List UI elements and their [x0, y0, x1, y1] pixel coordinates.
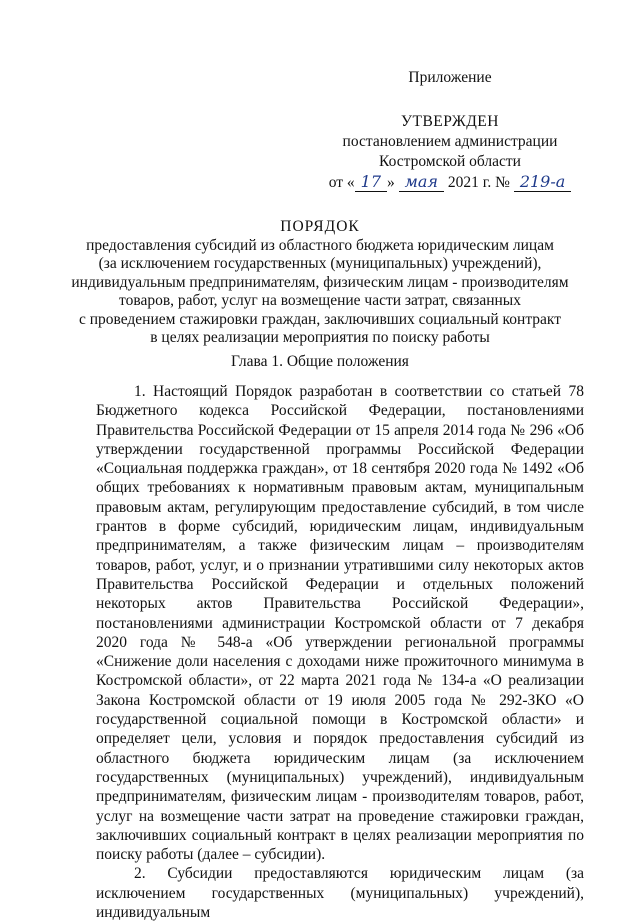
chapter-heading: Глава 1. Общие положения — [231, 353, 409, 370]
approval-date-line — [300, 172, 600, 193]
body-text — [96, 382, 584, 922]
approved-by-line-1: постановлением администрации — [342, 133, 558, 150]
document-title-block — [40, 218, 600, 348]
date-mid: » — [387, 174, 395, 191]
paragraph-1: 1. Настоящий Порядок разработан в соответствии со статьей 78 Бюджетного кодекса Российской Федерации, постановлениями Правительства Российской Федерации от 15 апреля 2014 года № 296 «Об утверждении государственной программы Российской Федерации «Социальная поддержка граждан», от 18 сентября 2020 года № 1492 «Об общих требованиях к нормативным правовым актам, муниципальным правовым актам, регулирующим предоставление субсидий, в том числе грантов в форме субсидий, юридическим лицам, индивидуальным предпринимателям, а также физическим лицам – производителям товаров, работ, услуг, и о признании утратившими силу некоторых актов Правительства Российской Федерации и отдельных положений некоторых актов Правительства Российской Федерации», постановлениями администрации Костромской области от 7 декабря 2020 года № 548-а «Об утверждении региональной программы «Снижение доли населения с доходами ниже прожиточного минимума в Костромской области», от 22 марта 2021 года № 134-а «О реализации Закона Костромской области от 19 июля 2005 года № 292-ЗКО «О государственной социальной помощи в Костромской области» и определяет цели, условия и порядок предоставления субсидий из областного бюджета юридическим лицам (за исключением государственных (муниципальных) учреждений), индивидуальным предпринимателям, физическим лицам - производителям товаров, работ, услуг на возмещение части затрат на проведение стажировки граждан, заключивших социальный контракт в целях реализации мероприятия по поиску работы (далее – субсидии). — [96, 383, 584, 864]
title-line-2: (за исключением государственных (муниципальных) учреждений), — [98, 255, 542, 272]
approved-by-line-2: Костромской области — [379, 153, 521, 170]
appendix-label: Приложение — [408, 69, 492, 86]
title-line-5: с проведением стажировки граждан, заключивших социальный контракт — [78, 310, 562, 328]
title-line-4: товаров, работ, услуг на возмещение части затрат, связанных — [119, 292, 521, 309]
date-year: 2021 г. № — [447, 174, 510, 191]
title-line-3: индивидуальным предпринимателям, физическим лицам - производителям — [71, 273, 569, 291]
title-line-1: предоставления субсидий из областного бюджета юридическим лицам — [86, 236, 554, 254]
approved-label: УТВЕРЖДЕН — [401, 113, 499, 130]
date-prefix: от « — [328, 174, 355, 191]
paragraph-2: 2. Субсидии предоставляются юридическим лицам (за исключением государственных (муниципальных) учреждений), индивидуальным — [96, 865, 584, 922]
date-month-handwritten: мая — [399, 172, 444, 192]
document-title: ПОРЯДОК — [280, 218, 360, 235]
doc-number-handwritten: 219-а — [514, 172, 571, 192]
title-line-6: в целях реализации мероприятия по поиску работы — [150, 329, 490, 346]
date-day-handwritten: 17 — [355, 172, 387, 192]
approval-block — [300, 68, 600, 193]
